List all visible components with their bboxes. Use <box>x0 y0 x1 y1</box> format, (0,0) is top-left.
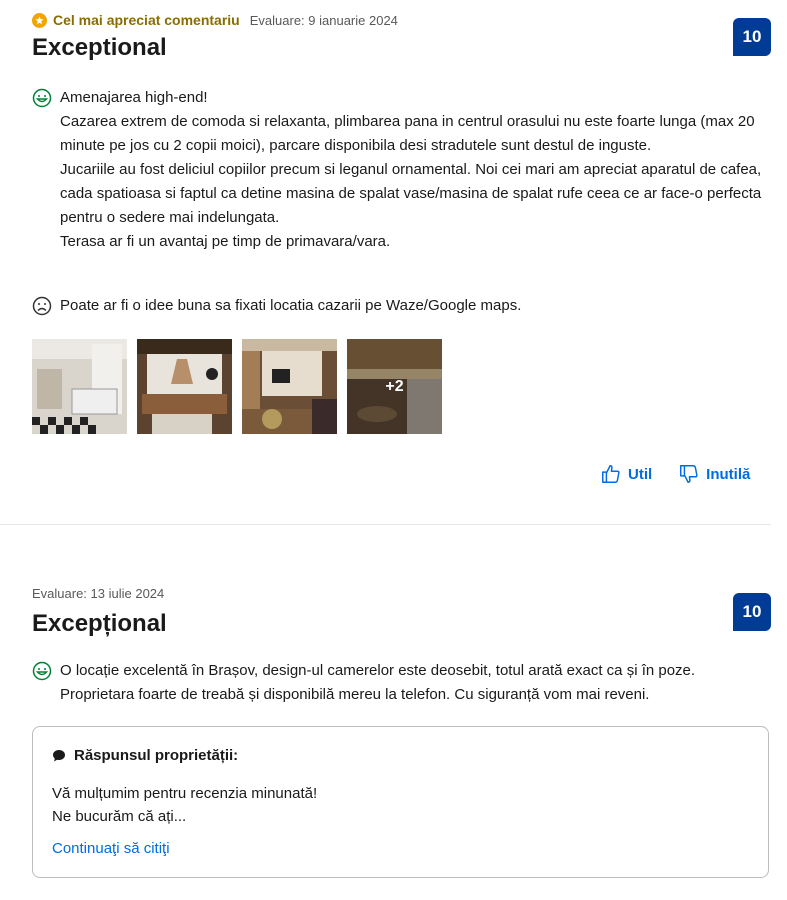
review-divider <box>0 524 771 525</box>
review-title: Excepțional <box>32 610 167 637</box>
review-photo[interactable] <box>137 339 232 434</box>
not-helpful-button[interactable] <box>678 463 750 485</box>
helpful-button[interactable] <box>600 463 652 485</box>
review-photo-more[interactable] <box>347 339 442 434</box>
continue-reading-link[interactable]: Continuaţi să citiţi <box>52 840 170 857</box>
owner-response <box>32 726 769 878</box>
helpful-label: Util <box>628 465 653 483</box>
featured-badge: Cel mai apreciat comentariu <box>53 12 240 28</box>
review-header <box>32 12 398 28</box>
review-header <box>32 586 164 601</box>
owner-response-text: Vă mulțumim pentru recenzia minunată! Ne bucurăm că ați... <box>52 785 318 825</box>
speech-bubble-icon <box>52 749 66 763</box>
negative-comment <box>32 294 763 318</box>
positive-comment <box>32 86 763 254</box>
thumbs-up-icon <box>600 463 622 485</box>
review-score: 10 <box>733 593 771 631</box>
feedback-actions <box>600 463 750 485</box>
review-date: Evaluare: 13 iulie 2024 <box>32 586 165 601</box>
owner-response-title: Răspunsul proprietății: <box>74 747 239 764</box>
more-photos-count: +2 <box>347 339 442 434</box>
positive-comment <box>32 659 763 707</box>
star-icon <box>32 13 47 28</box>
review-photos <box>32 339 442 434</box>
positive-text: O locație excelentă în Brașov, design-ul camerelor este deosebit, totul arată exact ca și în poze. Proprietara foarte de treabă și disponibilă mereu la telefon. Cu siguranță vom mai reveni. <box>60 662 696 703</box>
review-photo[interactable] <box>242 339 337 434</box>
not-helpful-label: Inutilă <box>706 465 751 483</box>
negative-text: Poate ar fi o idee buna sa fixati locatia cazarii pe Waze/Google maps. <box>60 297 522 314</box>
review-photo[interactable] <box>32 339 127 434</box>
owner-response-heading <box>52 747 238 764</box>
review-score: 10 <box>733 18 771 56</box>
positive-text: Amenajarea high-end! Cazarea extrem de comoda si relaxanta, plimbarea pana in centrul orasului nu este foarte lunga (max 20 minute pe jos cu 2 copii moici), parcare disponibila desi stradutele sunt destul de inguste. Jucariile au fost deliciul copiilor precum si leganul ornamental. Noi cei mari am apreciat aparatul de cafea, cada spatioasa si faptul ca detine masina de spalat vase/masina de spalat rufe ceea ce ar face-o perfecta pentru o sedere mai indelungata. Terasa ar fi un avantaj pe timp de primavara/vara. <box>60 89 762 250</box>
review-title: Exceptional <box>32 34 167 61</box>
smile-icon <box>32 88 52 108</box>
smile-icon <box>32 661 52 681</box>
thumbs-down-icon <box>678 463 700 485</box>
frown-icon <box>32 296 52 316</box>
review-date: Evaluare: 9 ianuarie 2024 <box>249 12 398 28</box>
